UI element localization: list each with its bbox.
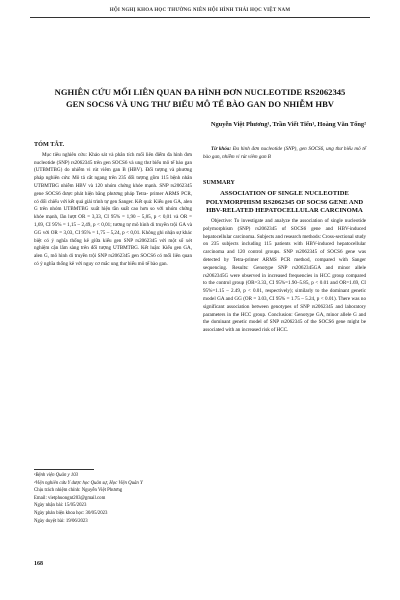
keywords-label: Từ khóa: <box>211 146 232 152</box>
title-line-1: NGHIÊN CỨU MỐI LIÊN QUAN ĐA HÌNH ĐƠN NUCLEOTIDE RS2062345 <box>54 87 346 97</box>
author-list: Nguyễn Việt Phương¹, Trần Viết Tiến¹, Hoàng Văn Tổng² <box>210 121 366 128</box>
keywords-paragraph <box>203 146 366 162</box>
corresponding-email: Email: vietphuongnt203@gmail.com <box>34 495 106 501</box>
footnotes <box>34 472 194 525</box>
keywords-text: Đa hình đơn nucleotide (SNP), gen SOCS6, ung thư biểu mô tế bào gan, nhiễm vi rút viêm gan B <box>203 146 367 160</box>
summary-body: Objective: To investigate and analyze the association of single nucleotide polymorphism (SNP) rs2062345 of SOCS6 gene and HBV-induced hepatocellular carcinoma. Subjects and research methods: Cross-sectional study on 235 subjects including 115 patients with HBV-induced hepatocellular carcinoma and 120 control groups. SNP rs2062345 of SOCS6 gene was detected by Tetra-primer ARMS PCR method, compared with Sanger sequencing. Results: Genotype SNP rs2062345GA and minor allele rs2062345G were observed in increased frequencies in HCC group compared to the control group (OR=3.33, CI 95%=1.90–5.85, p < 0.01 and OR=1.69, CI 95%=1.15 – 2.49, p < 0.01, respectively); similarly to the dominant genetic model GA and GG (OR = 3.03, CI 95% = 1.75 – 5.24, p < 0.01). There was no significant association between genotypes of SNP rs2062345 and laboratory parameters in the HCC group. Conclusion: Genotype GA, minor allele G and the dominant genetic model of SNP rs2062345 of the SOCS6 gene might be associated with an increased risk of HCC. <box>203 218 366 334</box>
tomtat-body: Mục tiêu nghiên cứu: Khảo sát và phân tích mối liên điểm đa hình đơn nucleotide (SNP) rs2062345 trên gen SOCS6 và ung thư biểu mô tế bào gan (UTBMTBG) do nhiễm vi rút viêm gan B (HBV). Đối tượng và phương pháp nghiên cứu: Mô tả cắt ngang trên 235 đối tượng gồm 115 bệnh nhân UTBMTBG nhiễm HBV và 120 nhóm chứng khỏe mạnh. SNP rs2062345 gene SOCS6 được phát hiện bằng phương pháp Tetra- primer ARMS PCR, có đối chiếu với kết quả giải trình tự gen Sanger. Kết quả: Kiểu gen GA, alen G trên nhóm UTBMTBG xuất hiện tần suất cao hơn so với nhóm chứng khỏe mạnh, lần lượt OR = 3,33, CI 95% = 1,90 – 5,85, p < 0,01 và OR = 1,69, CI 95% = 1,15 – 2,49, p < 0,01; tương tự mô hình di truyền trội GA và GG với OR = 3,03, CI 95% = 1,75 – 5,24, p < 0,01. Không ghi nhận sự khác biệt có ý nghĩa thống kê giữa kiểu gen SNP rs2062345 với một số xét nghiệm cận lâm sàng trên đối tượng UTBMTBG. Kết luận: Kiểu gen GA, alen G, mô hình di truyền trội SNP rs2062345 gen SOCS6 có mối liên quan có ý nghĩa thống kê với nguy cơ mắc ung thư biểu mô tế bào gan. <box>34 151 192 267</box>
date-accepted: Ngày duyệt bài: 19/06/2023 <box>34 518 88 524</box>
corresponding-author: Chịu trách nhiệm chính: Nguyễn Việt Phương <box>34 488 123 494</box>
running-header: HỘI NGHỊ KHOA HỌC THƯỜNG NIÊN HỘI HÌNH THÁI HỌC VIỆT NAM <box>109 8 291 13</box>
affiliation-1: ¹Bệnh viện Quân y 103 <box>34 473 79 478</box>
tomtat-heading: TÓM TẮT. <box>34 141 65 148</box>
header-rule <box>30 17 370 18</box>
summary-heading: SUMMARY <box>203 179 235 186</box>
english-title: ASSOCIATION OF SINGLE NUCLEOTIDE POLYMORPHISM RS2062345 OF SOCS6 GENE AND HBV-RELATED HEPATOCELLULAR CARCINOMA <box>205 190 364 214</box>
affiliation-2: ²Viện nghiên cứu Y dược học Quân sự, Học Viện Quân Y <box>34 480 143 486</box>
article-title <box>36 86 364 110</box>
date-reviewed: Ngày phản biện khoa học: 30/05/2023 <box>34 510 108 516</box>
footnote-rule <box>34 469 94 470</box>
date-received: Ngày nhận bài: 15/05/2023 <box>34 503 87 509</box>
title-line-2: GEN SOCS6 VÀ UNG THƯ BIỂU MÔ TẾ BÀO GAN DO NHIỄM HBV <box>65 99 335 109</box>
page-number: 168 <box>34 561 43 567</box>
right-column <box>203 146 366 335</box>
left-column <box>34 141 192 269</box>
